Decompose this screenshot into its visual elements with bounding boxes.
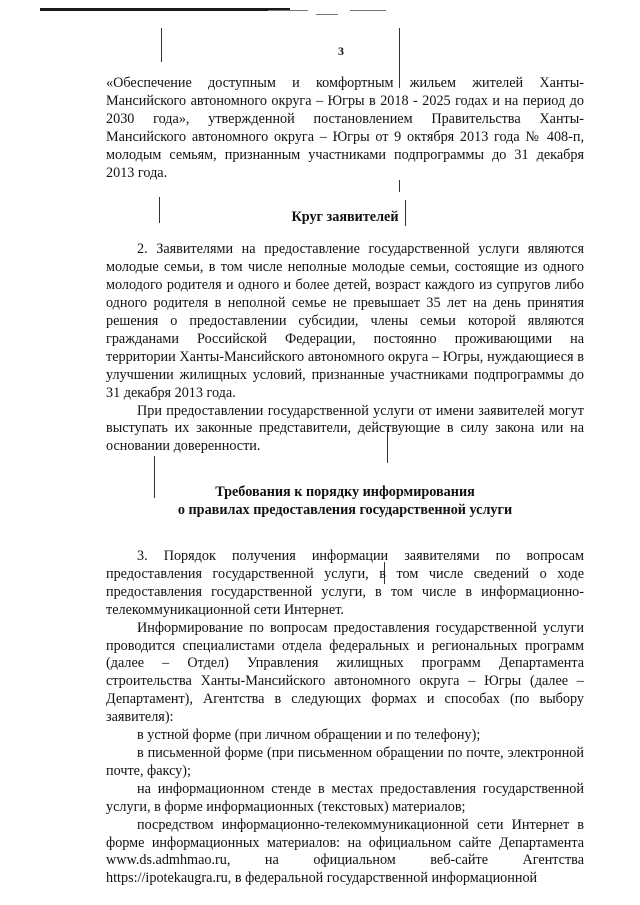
paragraph-2: 2. Заявителями на предоставление государственной услуги являются молодые семьи, в том числе неполные молодые семьи, состоящие из одного молодого родителя и одного и более детей, возраст каждого из супругов либо одного родителя в неполной семье не превышает 35 лет на день принятия решения о предоставлении субсидии, члены семьи которой являются гражданами Российской Федерации, постоянно проживающими на территории Ханты-Мансийского автономного округа – Югры, нуждающиеся в улучшении жилищных условий, признанные участниками подпрограммы до 31 декабря 2013 года. <box>106 241 584 401</box>
list-item-oral-form: в устной форме (при личном обращении и по телефону); <box>137 727 481 744</box>
scan-artifact <box>268 10 308 11</box>
paragraph-3: 3. Порядок получения информации заявителями по вопросам предоставления государственной услуги, в том числе сведений о ходе предоставления государственной услуги, в том числе в информационно-телекоммуникационной сети Интернет. <box>106 548 584 618</box>
heading-applicants: Круг заявителей <box>291 209 399 226</box>
scan-fold-line <box>161 28 162 62</box>
list-item-internet-form: посредством информационно-телекоммуникационной сети Интернет в форме информационных материалов: на официальном сайте Департамента www.ds.admhmao.ru, на официальном веб-сайте Агентства https://ipotekaugra.ru, в федеральной государственной информационной <box>106 816 584 887</box>
scan-artifact <box>316 14 338 15</box>
page-number: 3 <box>338 44 344 58</box>
scan-top-rule <box>40 8 290 11</box>
paragraph-intro: «Обеспечение доступным и комфортным жильем жителей Ханты-Мансийского автономного округа – Югры в 2018 - 2025 годах и на период до 2030 года», утвержденной постановлением Правительства Ханты-Мансийского автономного округа – Югры от 9 октября 2013 года № 408-п, молодым семьям, признанным участниками подпрограммы до 31 декабря 2013 года. <box>106 75 584 181</box>
list-item-written-form: в письменной форме (при письменном обращении по почте, электронной почте, факсу); <box>106 745 584 779</box>
heading-informing-line-2: о правилах предоставления государственной услуги <box>177 502 513 519</box>
paragraph-2-representatives: При предоставлении государственной услуги от имени заявителей могут выступать их законные представители, действующие в силу закона или на основании доверенности. <box>106 402 584 455</box>
paragraph-3-informing: Информирование по вопросам предоставления государственной услуги проводится специалистами отдела федеральных и региональных программ (далее – Отдел) Управления жилищных программ Департамента строительства Ханты-Мансийского автономного округа – Югры (далее – Департамент), Агентства в следующих формах и способах (по выбору заявителя): <box>106 619 584 726</box>
list-item-stand-form: на информационном стенде в местах предоставления государственной услуги, в форме информационных (текстовых) материалов; <box>106 780 584 815</box>
scan-artifact <box>350 10 386 11</box>
heading-informing-line-1: Требования к порядку информирования <box>215 484 475 501</box>
heading-informing <box>106 484 584 520</box>
document-body <box>106 75 584 888</box>
